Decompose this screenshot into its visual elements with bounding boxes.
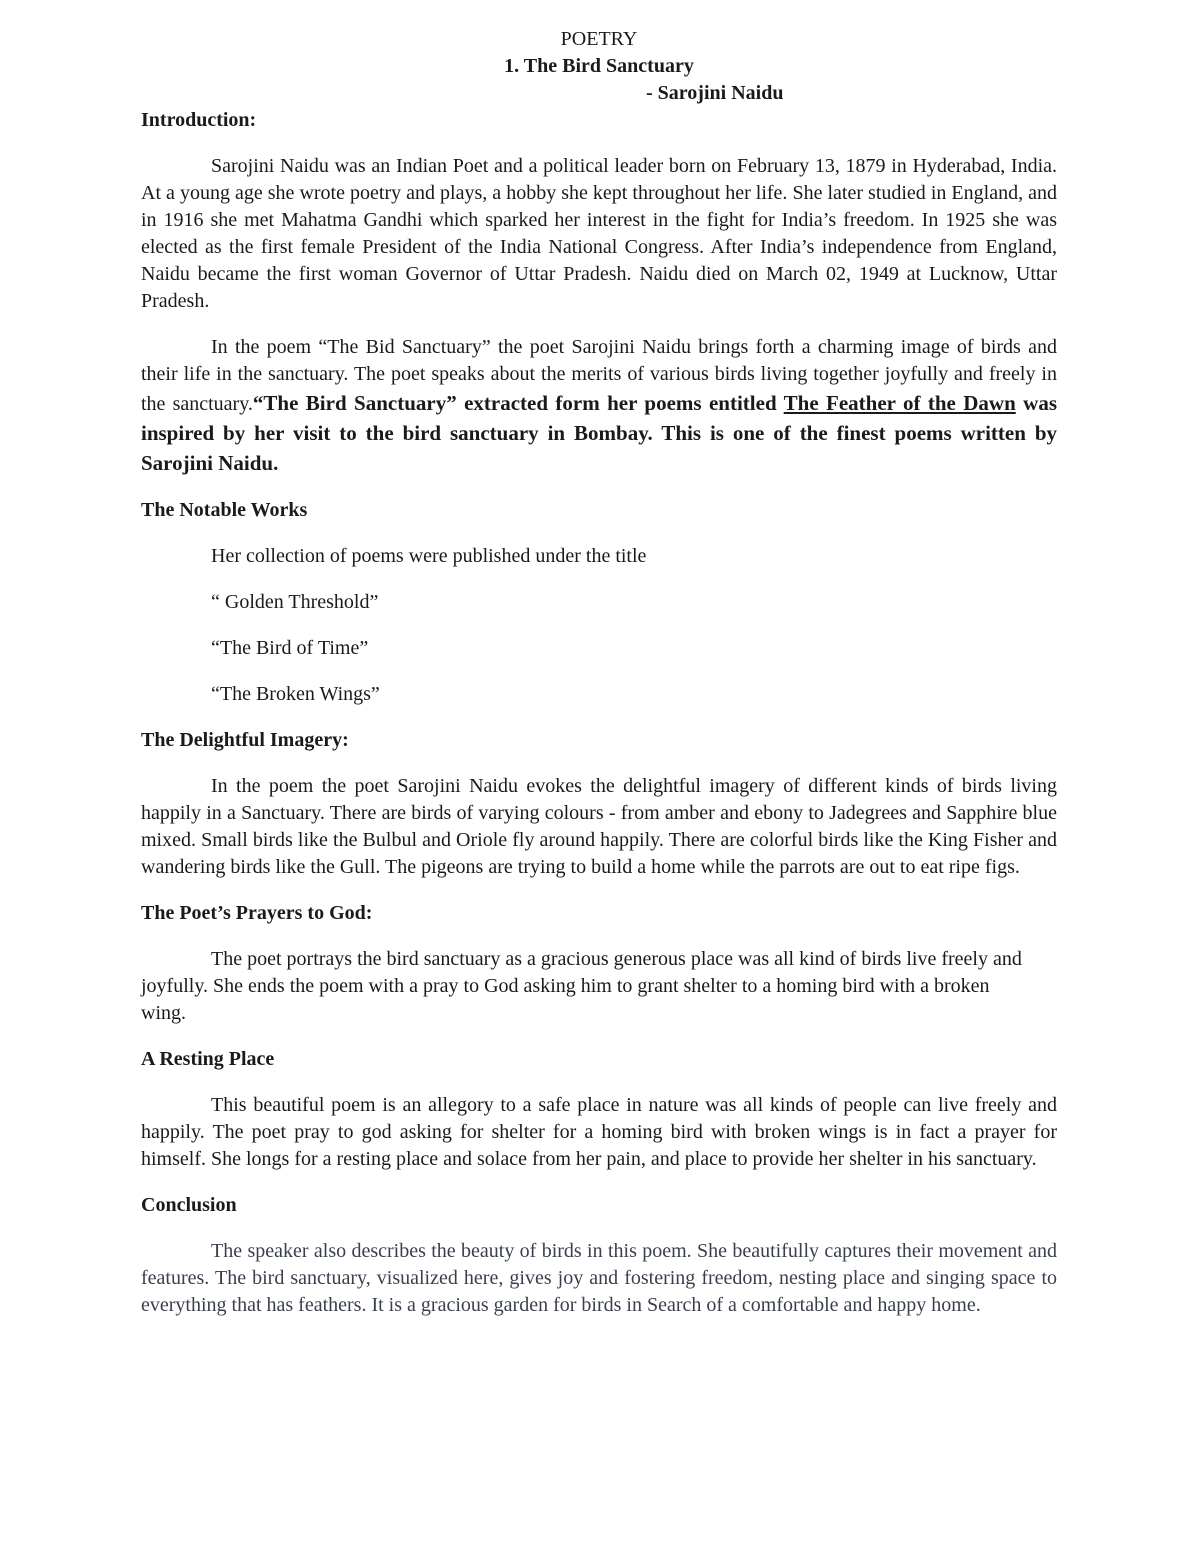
poem-title: 1. The Bird Sanctuary xyxy=(504,55,694,77)
prayers-paragraph: The poet portrays the bird sanctuary as a gracious generous place was all kind of birds live freely and joyfully. She ends the poem with a pray to God asking him to grant shelter to a homing bird with a broken wing. xyxy=(141,948,1022,1024)
notable-work-item: “The Bird of Time” xyxy=(211,637,369,659)
notable-work-item: “ Golden Threshold” xyxy=(211,591,379,613)
imagery-heading: The Delightful Imagery: xyxy=(141,729,349,751)
introduction-paragraph-2 xyxy=(141,334,1057,478)
intro-para2-bold-b: was inspired by her visit to the bird sanctuary in Bombay. This is one of the finest poems written by Sarojini Naidu. xyxy=(141,391,1057,475)
intro-para2-bold-a: “The Bird Sanctuary” extracted form her poems entitled xyxy=(252,391,784,415)
resting-place-heading: A Resting Place xyxy=(141,1048,275,1070)
intro-para2-plain: In the poem “The Bid Sanctuary” the poet Sarojini Naidu brings forth a charming image of birds and their life in the sanctuary. The poet speaks about the merits of various birds living together joyfully and freely in the sanctuary. xyxy=(141,336,1057,415)
notable-works-heading: The Notable Works xyxy=(141,499,308,521)
section-title: POETRY xyxy=(560,28,638,50)
imagery-paragraph: In the poem the poet Sarojini Naidu evokes the delightful imagery of different kinds of birds living happily in a Sanctuary. There are birds of varying colours - from amber and ebony to Jadegrees and Sapphire blue mixed. Small birds like the Bulbul and Oriole fly around happily. There are colorful birds like the King Fisher and wandering birds like the Gull. The pigeons are trying to build a home while the parrots are out to eat ripe figs. xyxy=(141,775,1057,878)
introduction-heading: Introduction: xyxy=(141,109,257,131)
conclusion-heading: Conclusion xyxy=(141,1194,237,1216)
conclusion-paragraph: The speaker also describes the beauty of birds in this poem. She beautifully captures their movement and features. The bird sanctuary, visualized here, gives joy and fostering freedom, nesting place and singing space to everything that has feathers. It is a gracious garden for birds in Search of a comfortable and happy home. xyxy=(141,1240,1057,1316)
introduction-paragraph-1: Sarojini Naidu was an Indian Poet and a political leader born on February 13, 1879 in Hyderabad, India. At a young age she wrote poetry and plays, a hobby she kept throughout her life. She later studied in England, and in 1916 she met Mahatma Gandhi which sparked her interest in the fight for India’s freedom. In 1925 she was elected as the first female President of the India National Congress. After India’s independence from England, Naidu became the first woman Governor of Uttar Pradesh. Naidu died on March 02, 1949 at Lucknow, Uttar Pradesh. xyxy=(141,155,1057,312)
prayers-heading: The Poet’s Prayers to God: xyxy=(141,902,373,924)
notable-work-item: “The Broken Wings” xyxy=(211,683,380,705)
resting-place-paragraph: This beautiful poem is an allegory to a safe place in nature was all kinds of people can live freely and happily. The poet pray to god asking for shelter for a homing bird with broken wings is in fact a prayer for himself. She longs for a resting place and solace from her pain, and place to provide her shelter in his sanctuary. xyxy=(141,1094,1057,1170)
feather-of-the-dawn-title: The Feather of the Dawn xyxy=(783,391,1016,415)
notable-works-intro: Her collection of poems were published under the title xyxy=(211,545,647,567)
document-page xyxy=(141,26,1057,1319)
author-name: - Sarojini Naidu xyxy=(646,82,784,104)
